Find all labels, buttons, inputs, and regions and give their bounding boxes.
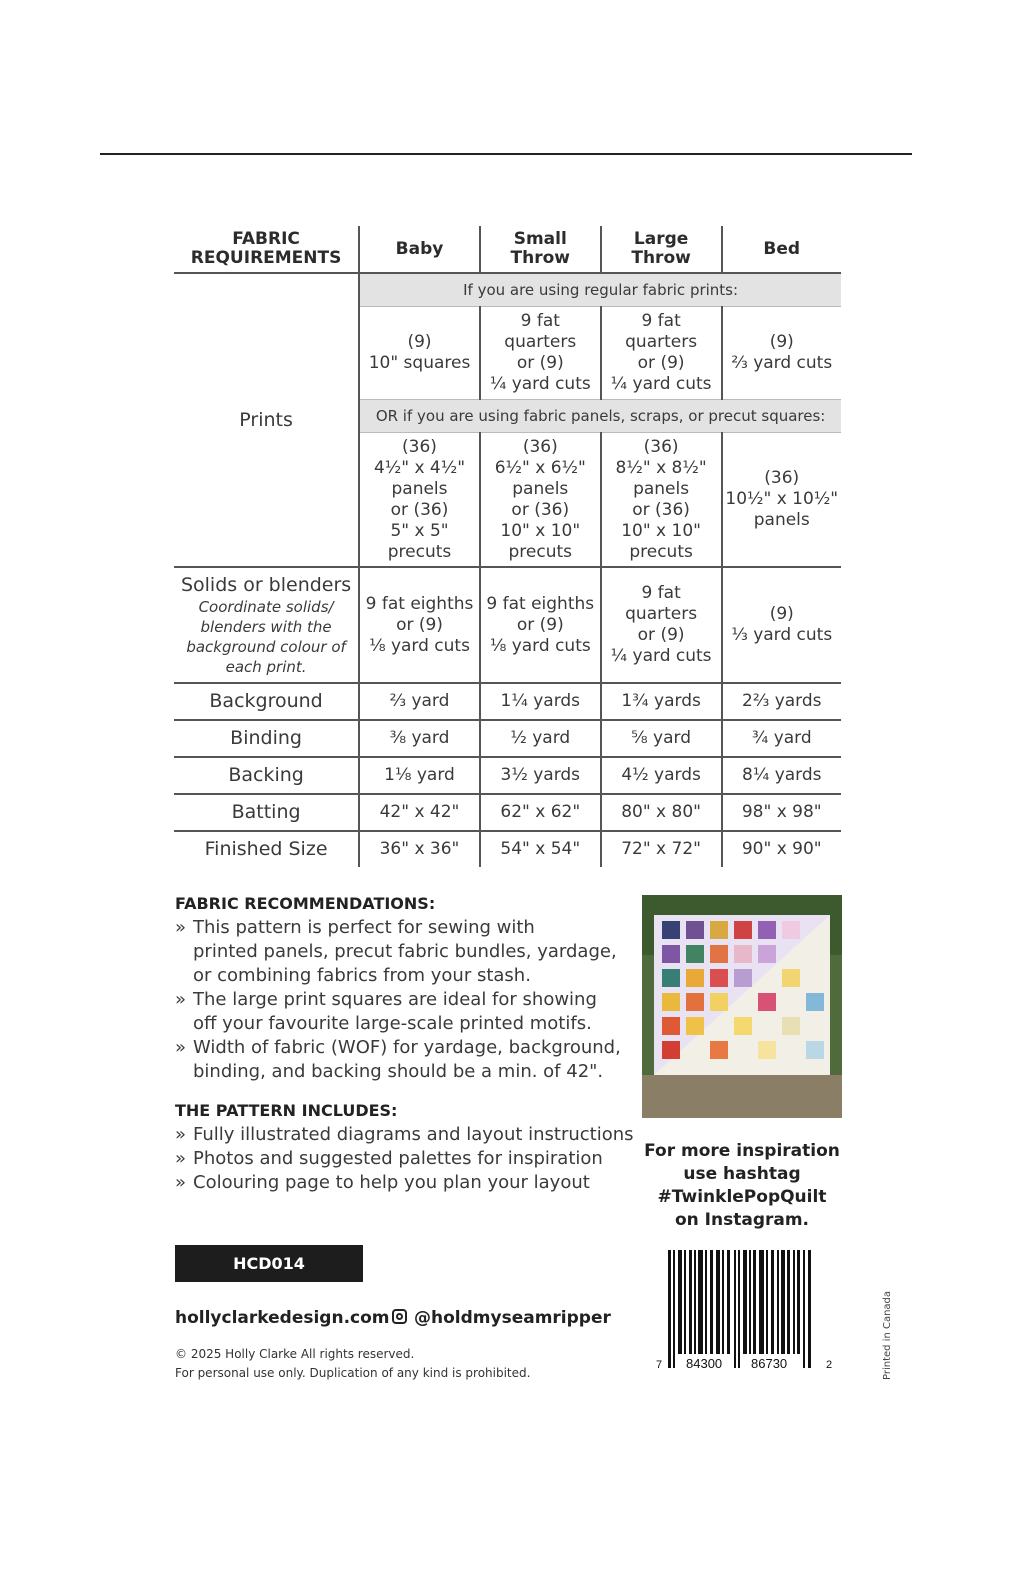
list-item [175,916,621,988]
cell-line: panels [753,510,810,530]
cell: 90" x 90" [722,831,841,867]
table-header-row [174,226,841,273]
inspiration-line: use hashtag [683,1164,801,1184]
list-item [175,1171,634,1195]
cell: ½ yard [480,720,601,757]
cell: 72" x 72" [601,831,722,867]
cell: 42" x 42" [359,794,480,831]
list-item-line: Colouring page to help you plan your layout [193,1172,590,1193]
cell-line: ⅛ yard cuts [369,635,470,656]
row-finished-size [174,831,841,867]
column-large-throw [601,226,722,273]
cell-line: ¼ yard cuts [489,374,591,394]
cell-line: panels [512,478,569,499]
barcode-bars [668,1250,811,1368]
inspiration-line: on Instagram. [674,1210,810,1230]
cell: 1¾ yards [601,683,722,720]
column-bed [722,226,841,273]
cell-line: panels [633,478,690,499]
list-item-line: or combining fabrics from your stash. [193,965,531,986]
column-small-throw [480,226,601,273]
list-item-line: This pattern is perfect for sewing with [193,917,535,938]
cell-line: or (9) [637,353,685,373]
cell-line: 5" x 5" [390,520,449,541]
cell-line: or (36) [390,499,449,520]
cell: 2⅔ yards [722,683,841,720]
column-label: Large [633,229,689,249]
solids-note: Coordinate solids/ [198,598,334,616]
bullet-marker: » [175,1037,187,1058]
row-label: Backing [174,757,359,794]
solids-note: blenders with the [200,618,332,636]
row-label-solids [174,567,359,683]
cell-line: (36) [522,436,558,457]
list-item [175,1147,634,1171]
barcode [656,1250,836,1370]
table-title-line1: FABRIC [232,229,300,249]
solids-label: Solids or blenders [180,574,352,596]
column-label: Throw [631,248,691,268]
inspiration-line: For more inspiration [644,1141,840,1161]
cell-line: 10" x 10" [621,520,701,541]
cell-line: panels [391,478,448,499]
bullet-marker: » [175,1124,187,1145]
cell-line: (9) [407,332,432,352]
column-baby [359,226,480,273]
cell [722,307,841,400]
cell-line: ⅔ yard cuts [731,353,833,373]
list-item [175,988,621,1036]
cell [359,307,480,400]
quilt-photo-image [642,895,842,1118]
cell: 3½ yards [480,757,601,794]
cell [601,433,722,568]
recommendations-list [175,916,621,1084]
bullet-marker: » [175,1172,187,1193]
solids-row [174,567,841,683]
cell-line: 8½" x 8½" [615,457,707,478]
row-background [174,683,841,720]
banner-regular-prints: If you are using regular fabric prints: [359,273,841,307]
recommendations-title: FABRIC RECOMMENDATIONS: [175,894,436,913]
cell-line: 9 fat [520,311,560,331]
cell-line: (36) [402,436,437,457]
cell [359,567,480,683]
cell-line: or (9) [516,353,564,373]
cell: 98" x 98" [722,794,841,831]
list-item-line: The large print squares are ideal for showing [193,989,597,1010]
cell-line: 10½" x 10½" [725,489,839,509]
cell: ⅝ yard [601,720,722,757]
cell-line: 9 fat eighths [486,593,595,614]
cell-line: (9) [769,604,794,624]
cell-line: 10" squares [368,353,471,373]
cell-line: or (9) [396,614,443,635]
list-item [175,1036,621,1084]
row-backing [174,757,841,794]
cell-line: 6½" x 6½" [494,457,586,478]
cell: 80" x 80" [601,794,722,831]
cell-line: precuts [508,541,573,562]
cell-line: (36) [764,468,800,488]
cell: 54" x 54" [480,831,601,867]
row-binding [174,720,841,757]
instagram-handle[interactable]: @holdmyseamripper [414,1308,611,1328]
copyright-line: © 2025 Holly Clarke All rights reserved. [175,1347,415,1361]
banner-panels: OR if you are using fabric panels, scraps, or precut squares: [359,400,841,433]
cell [480,433,601,568]
cell-line: 9 fat eighths [365,593,474,614]
list-item [175,1123,634,1147]
barcode-group-2: 86730 [751,1356,788,1370]
row-label-prints: Prints [239,408,293,431]
cell-line: quarters [625,332,698,352]
includes-list [175,1123,634,1195]
cell-line: or (36) [632,499,690,520]
barcode-digit-left: 7 [656,1359,663,1370]
cell: 8¼ yards [722,757,841,794]
includes-title: THE PATTERN INCLUDES: [175,1101,398,1120]
cell: 62" x 62" [480,794,601,831]
column-label: Bed [763,238,801,259]
column-label: Throw [510,248,570,268]
cell: 4½ yards [601,757,722,794]
cell: ⅜ yard [359,720,480,757]
copyright-line: For personal use only. Duplication of any kind is prohibited. [175,1366,531,1380]
list-item-line: Photos and suggested palettes for inspiration [193,1148,603,1169]
hashtag: #TwinklePopQuilt [657,1187,827,1207]
cell-line: ⅓ yard cuts [731,625,833,645]
barcode-group-1: 84300 [686,1356,723,1370]
bullet-marker: » [175,917,187,938]
cell-line: ¼ yard cuts [610,646,712,666]
table-title [174,226,359,273]
cell-line: quarters [625,604,698,624]
row-batting [174,794,841,831]
cell [722,433,841,568]
cell [722,567,841,683]
top-rule [100,153,912,155]
cell-line: precuts [629,541,693,562]
row-label: Background [174,683,359,720]
cell [601,567,722,683]
column-label: Small [513,229,567,249]
cell-line: or (9) [516,614,564,635]
product-code-badge: HCD014 [175,1245,363,1282]
list-item-line: printed panels, precut fabric bundles, yardage, [193,941,617,962]
row-label: Batting [174,794,359,831]
inspiration-text [642,1140,842,1232]
bullet-marker: » [175,989,187,1010]
cell: ¾ yard [722,720,841,757]
row-label: Binding [174,720,359,757]
bullet-marker: » [175,1148,187,1169]
barcode-digit-right: 2 [826,1359,833,1370]
solids-note: background colour of [186,638,346,656]
cell [480,307,601,400]
cell-line: 10" x 10" [500,520,581,541]
cell [480,567,601,683]
row-label: Finished Size [174,831,359,867]
list-item-line: binding, and backing should be a min. of 42". [193,1061,604,1082]
cell: 1¼ yards [480,683,601,720]
column-label: Baby [395,238,444,259]
cell-line: (9) [769,332,794,352]
table-title-line2: REQUIREMENTS [190,248,342,268]
copyright-notice [175,1345,530,1383]
list-item-line: off your favourite large-scale printed motifs. [193,1013,592,1034]
cell-line: 9 fat [641,583,681,603]
cell-line: ¼ yard cuts [610,374,712,394]
cell-line: precuts [387,541,452,562]
printed-in-note: Printed in Canada [882,1290,893,1380]
list-item-line: Fully illustrated diagrams and layout instructions [193,1124,634,1145]
cell [601,307,722,400]
list-item-line: Width of fabric (WOF) for yardage, background, [193,1037,621,1058]
cell: 36" x 36" [359,831,480,867]
quilt-photo [642,895,842,1118]
cell-line: quarters [504,332,577,352]
instagram-icon [392,1309,407,1324]
cell [359,433,480,568]
website-link[interactable]: hollyclarkedesign.com [175,1308,390,1328]
cell: ⅔ yard [359,683,480,720]
cell-line: 9 fat [641,311,681,331]
cell-line: 4½" x 4½" [373,457,466,478]
fabric-requirements-table [174,226,841,867]
prints-banner-row-1 [174,273,841,307]
cell-line: or (36) [511,499,570,520]
solids-note: each print. [225,658,307,676]
cell-line: (36) [643,436,679,457]
cell: 1⅛ yard [359,757,480,794]
cell-line: or (9) [637,625,685,645]
cell-line: ⅛ yard cuts [489,635,591,656]
